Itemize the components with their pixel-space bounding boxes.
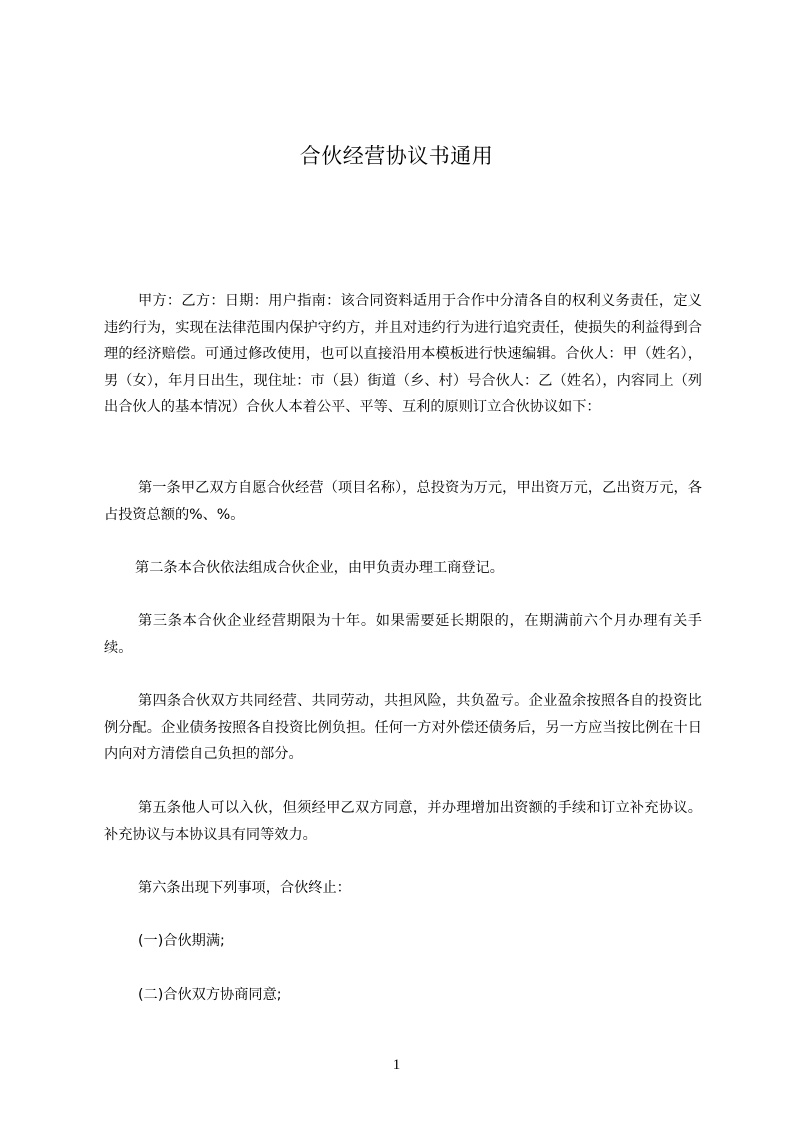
document-title: 合伙经营协议书通用 <box>299 144 494 168</box>
article-2-paragraph: 第二条本合伙依法组成合伙企业，由甲负责办理工商登记。 <box>135 560 504 576</box>
article-4-paragraph: 第四条合伙双方共同经营、共同劳动，共担风险，共负盈亏。企业盈余按照各自的投资比例分配。企业债务按照各自投资比例负担。任何一方对外偿还债务后，另一方应当按比例在十日内向对方清偿自己负担的部分。 <box>104 693 702 762</box>
article-6-item-1: (一)合伙期满; <box>138 933 225 949</box>
article-1-paragraph: 第一条甲乙双方自愿合伙经营（项目名称），总投资为万元，甲出资万元，乙出资万元，各占投资总额的%、%。 <box>104 480 702 523</box>
page-number: 1 <box>392 1057 401 1073</box>
article-3-paragraph: 第三条本合伙企业经营期限为十年。如果需要延长期限的，在期满前六个月办理有关手续。 <box>104 613 702 656</box>
article-6-item-2: (二)合伙双方协商同意; <box>138 987 282 1003</box>
article-5-paragraph: 第五条他人可以入伙，但须经甲乙双方同意，并办理增加出资额的手续和订立补充协议。补充协议与本协议具有同等效力。 <box>104 800 702 843</box>
intro-paragraph: 甲方：乙方：日期：用户指南：该合同资料适用于合作中分清各自的权利义务责任，定义违约行为，实现在法律范围内保护守约方，并且对违约行为进行追究责任，使损失的利益得到合理的经济赔偿。可通过修改使用，也可以直接沿用本模板进行快速编辑。合伙人：甲（姓名），男（女），年月日出生，现住址：市（县）街道（乡、村）号合伙人：乙（姓名），内容同上（列出合伙人的基本情况）合伙人本着公平、平等、互利的原则订立合伙协议如下： <box>104 293 702 415</box>
article-6-paragraph: 第六条出现下列事项，合伙终止： <box>138 880 351 896</box>
